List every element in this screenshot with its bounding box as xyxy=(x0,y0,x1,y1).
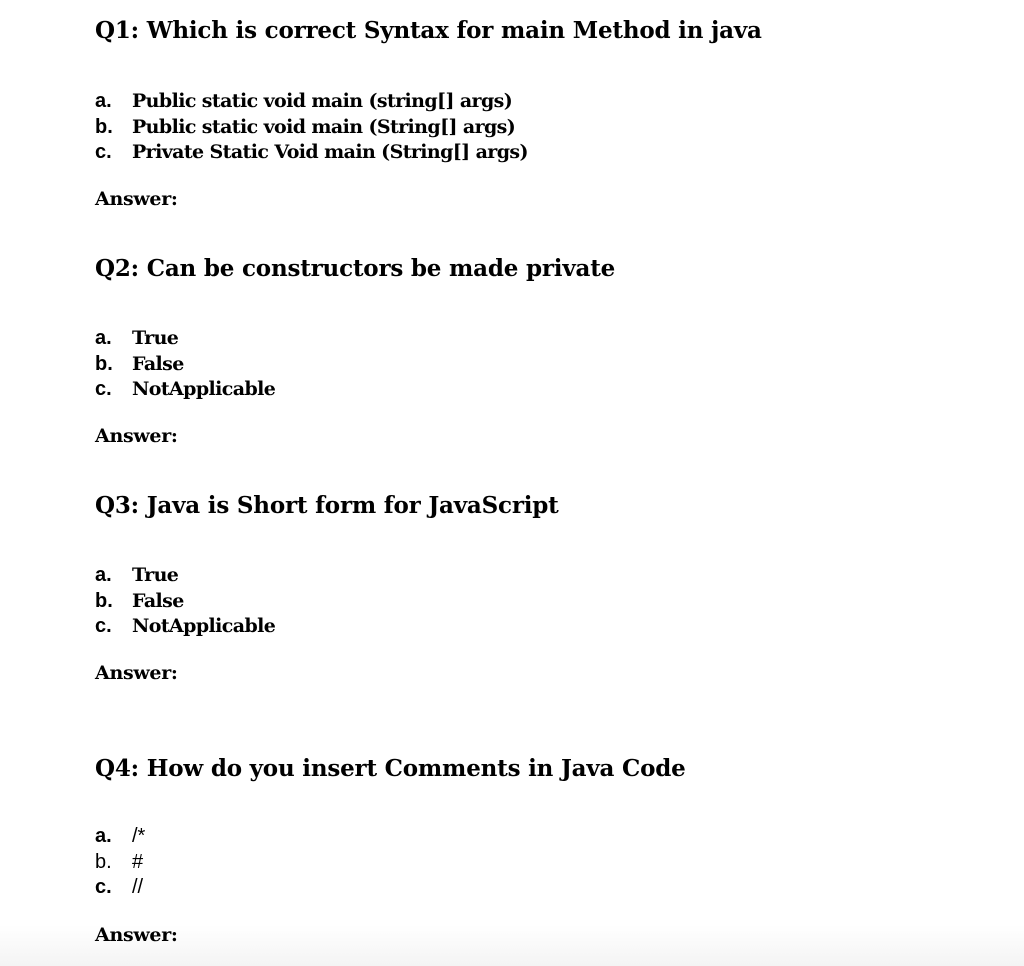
question-4-option-b xyxy=(95,850,145,876)
option-text: False xyxy=(132,589,184,612)
option-letter: c. xyxy=(95,876,112,898)
question-3-option-a xyxy=(95,563,275,589)
option-text: True xyxy=(132,327,179,349)
question-3-option-c xyxy=(95,614,275,640)
option-text: Public static void main (String[] args) xyxy=(132,115,516,138)
option-text: Private Static Void main (String[] args) xyxy=(132,141,528,163)
option-letter: b. xyxy=(95,352,113,375)
option-text: # xyxy=(132,850,144,873)
option-letter: c. xyxy=(95,615,112,637)
option-letter: b. xyxy=(95,850,112,873)
question-1-answer-label: Answer: xyxy=(95,188,178,210)
option-letter: b. xyxy=(95,115,113,138)
option-text: Public static void main (string[] args) xyxy=(132,90,513,112)
question-2-answer-label: Answer: xyxy=(95,425,178,447)
question-1-option-a xyxy=(95,89,528,115)
question-3-title: Q3: Java is Short form for JavaScript xyxy=(95,492,559,519)
option-text: False xyxy=(132,352,184,375)
option-text: // xyxy=(132,876,144,898)
option-letter: b. xyxy=(95,589,113,612)
option-text: NotApplicable xyxy=(132,378,276,400)
option-letter: a. xyxy=(95,327,112,349)
option-letter: c. xyxy=(95,141,112,163)
option-letter: c. xyxy=(95,378,112,400)
question-2-option-a xyxy=(95,326,275,352)
question-3-answer-label: Answer: xyxy=(95,662,178,684)
question-4-option-a xyxy=(95,824,145,850)
option-text: /* xyxy=(132,825,146,847)
question-2-options xyxy=(95,326,275,403)
option-text: True xyxy=(132,564,179,586)
question-2-title: Q2: Can be constructors be made private xyxy=(95,255,616,282)
question-1-option-c xyxy=(95,140,528,166)
option-letter: a. xyxy=(95,825,112,847)
question-3-options xyxy=(95,563,275,640)
question-4-option-c xyxy=(95,875,145,901)
question-4-title: Q4: How do you insert Comments in Java Code xyxy=(95,755,686,782)
question-2-option-b xyxy=(95,352,275,378)
option-letter: a. xyxy=(95,564,112,586)
question-4-options xyxy=(95,824,145,901)
question-2-option-c xyxy=(95,377,275,403)
option-letter: a. xyxy=(95,90,112,112)
question-1-options xyxy=(95,89,528,166)
question-3-option-b xyxy=(95,589,275,615)
option-text: NotApplicable xyxy=(132,615,276,637)
question-1-title: Q1: Which is correct Syntax for main Method in java xyxy=(95,17,762,44)
question-4-answer-label: Answer: xyxy=(95,924,178,946)
question-1-option-b xyxy=(95,115,528,141)
